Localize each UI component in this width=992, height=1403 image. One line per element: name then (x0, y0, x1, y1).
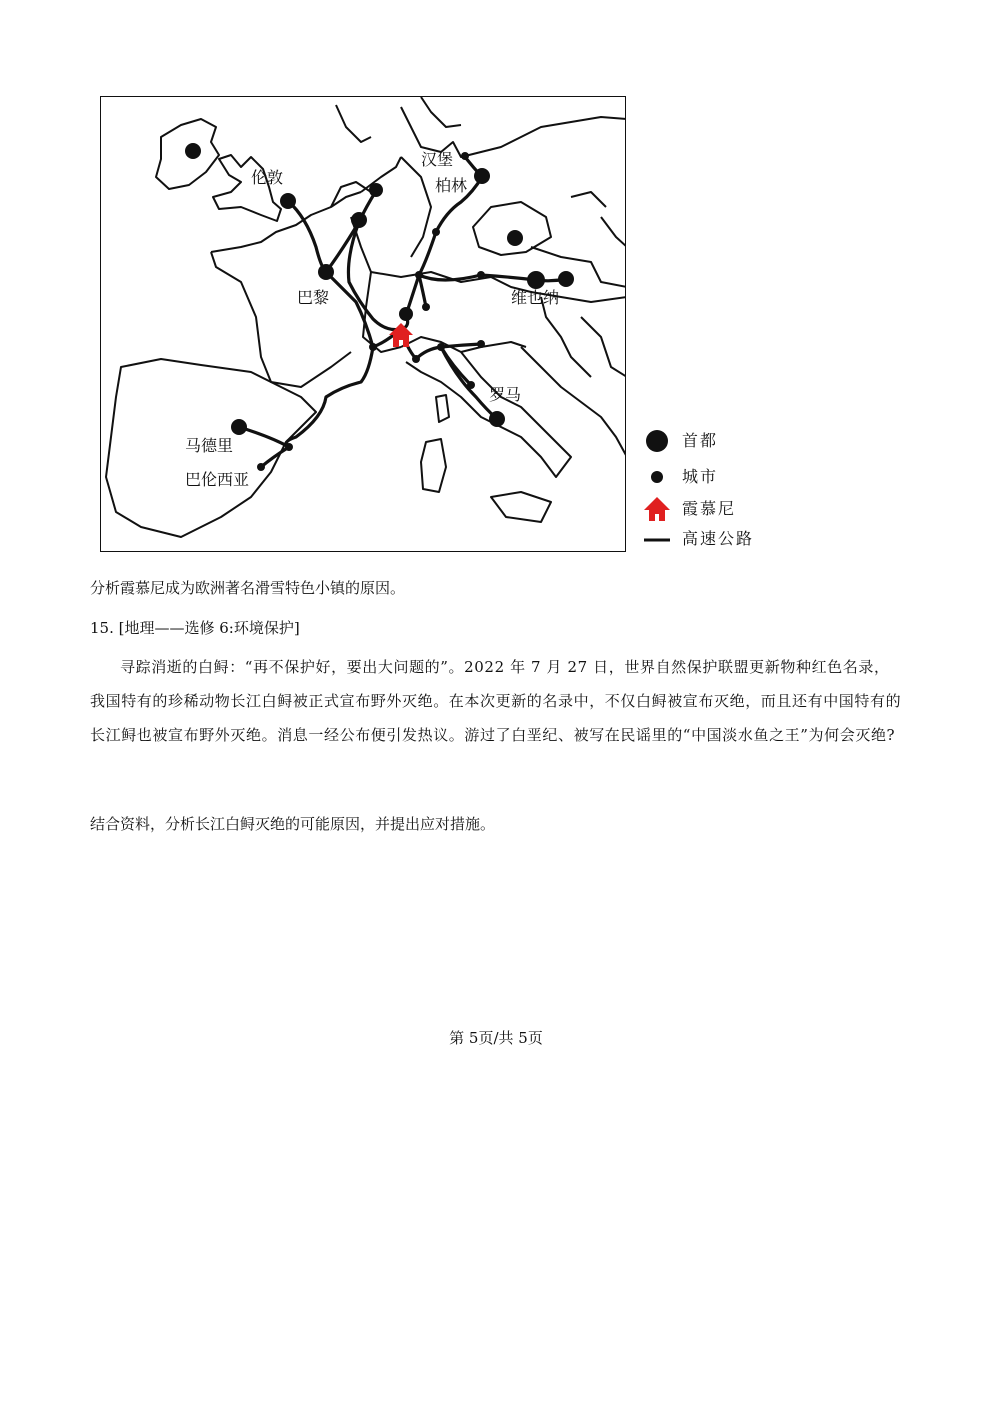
city-dot (437, 343, 445, 351)
line-icon (642, 526, 672, 552)
label-berlin: 柏林 (435, 176, 468, 195)
city-dot-hamburg (461, 152, 469, 160)
coastlines (106, 97, 626, 537)
capital-dot-madrid (231, 419, 247, 435)
capital-dot-berlin (474, 168, 490, 184)
city-dot (477, 271, 485, 279)
city-dot (422, 303, 430, 311)
capital-dot-dublin (185, 143, 201, 159)
city-dot (467, 381, 475, 389)
label-hamburg: 汉堡 (421, 150, 454, 169)
legend-highway (642, 526, 792, 552)
house-icon (642, 496, 672, 522)
legend-capital (642, 428, 792, 454)
label-vienna: 维也纳 (511, 288, 560, 307)
map-drawing (101, 97, 626, 552)
capital-dot-bern (399, 307, 413, 321)
city-dot (432, 228, 440, 236)
large-dot-icon (642, 428, 672, 454)
capital-dot-paris (318, 264, 334, 280)
label-rome: 罗马 (489, 385, 522, 404)
label-london: 伦敦 (251, 168, 284, 187)
city-dot (412, 355, 420, 363)
city-dot (415, 271, 423, 279)
europe-map (100, 96, 626, 552)
legend-label: 首都 (682, 431, 719, 450)
legend-label: 高速公路 (682, 529, 755, 548)
legend-chamonix (642, 496, 792, 522)
label-valencia: 巴伦西亚 (185, 470, 250, 489)
city-dot (285, 443, 293, 451)
capital-dot-brussels (351, 212, 367, 228)
capital-dot-rome (489, 411, 505, 427)
legend-label: 霞慕尼 (682, 499, 737, 518)
capital-dot-london (280, 193, 296, 209)
capital-dot-prague (507, 230, 523, 246)
capital-dot-amsterdam (369, 183, 383, 197)
question-14-prompt: 分析霞慕尼成为欧洲著名滑雪特色小镇的原因。 (90, 579, 406, 597)
question-15-heading: 15. [地理——选修 6:环境保护] (90, 619, 300, 637)
city-dot (369, 343, 377, 351)
question-15-prompt: 结合资料，分析长江白鲟灭绝的可能原因，并提出应对措施。 (90, 815, 496, 833)
label-paris: 巴黎 (297, 288, 330, 307)
capital-dot-vienna (527, 271, 545, 289)
capital-dot-bratislava (558, 271, 574, 287)
question-15-paragraph: 寻踪消逝的白鲟：“再不保护好，要出大问题的”。2022 年 7 月 27 日，世界自然保护联盟更新物种红色名录，我国特有的珍稀动物长江白鲟被正式宣布野外灭绝。在本次更新的名录中，不仅白鲟被宣布灭绝，而且还有中国特有的长江鲟也被宣布野外灭绝。消息一经公布便引发热议。游过了白垩纪、被写在民谣里的“中国淡水鱼之王”为何会灭绝? (90, 658, 902, 744)
legend-city (642, 464, 792, 490)
legend-label: 城市 (682, 467, 719, 486)
city-dot-valencia (257, 463, 265, 471)
city-dot (477, 340, 485, 348)
label-madrid: 马德里 (185, 436, 234, 455)
small-dot-icon (642, 464, 672, 490)
page-footer: 第 5页/共 5页 (449, 1029, 543, 1047)
